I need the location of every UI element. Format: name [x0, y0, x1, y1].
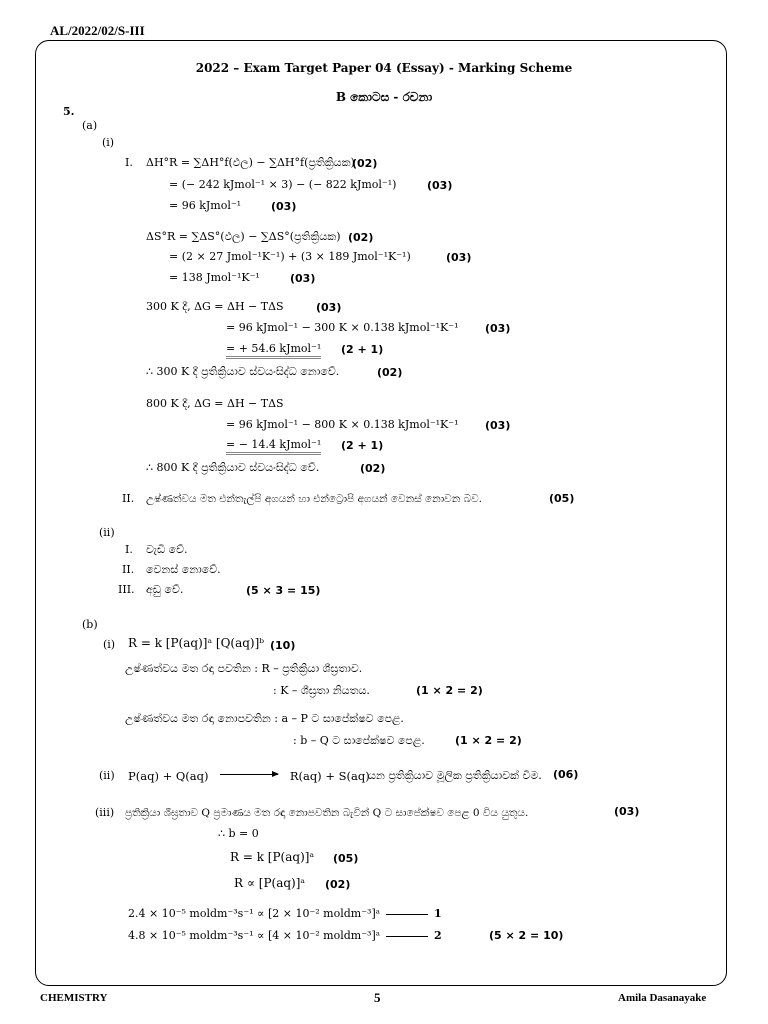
independent-line-1: උෂ්ණත්වය මත රඳා නොපවතින : a – P ට සාපේක්ෂව පෙළ. — [125, 712, 404, 725]
mark: (1 × 2 = 2) — [455, 734, 522, 747]
ii-II-text: වෙනස් නොවේ. — [146, 563, 221, 576]
ds-line-2: = (2 × 27 Jmol⁻¹K⁻¹) + (3 × 189 Jmol⁻¹K⁻¹) — [169, 250, 411, 263]
mark: (03) — [485, 322, 511, 335]
dh-line-3: = 96 kJmol⁻¹ — [169, 199, 242, 212]
part-b-ii-label: (ii) — [99, 769, 115, 782]
mark: (1 × 2 = 2) — [416, 684, 483, 697]
mark: (5 × 2 = 10) — [489, 929, 564, 942]
mark: (2 + 1) — [341, 439, 384, 452]
question-number: 5. — [63, 105, 75, 118]
divider — [386, 936, 428, 937]
mark: (03) — [485, 419, 511, 432]
part-b-iii-label: (iii) — [95, 806, 115, 819]
ii-III-text: අඩු වේ. — [146, 583, 184, 596]
equation-1-number: 1 — [433, 907, 442, 920]
g300-result — [226, 342, 321, 356]
mark: (06) — [553, 768, 579, 781]
ii-II-label: II. — [122, 563, 135, 576]
equation-2-number: 2 — [433, 929, 442, 942]
g300-conclusion: ∴ 300 K දී ප්‍රතික්‍රියාව ස්වයංසිද්ධ නොවේ. — [146, 365, 340, 378]
equation-1 — [128, 907, 442, 921]
mark: (03) — [427, 179, 453, 192]
part-a-i-label: (i) — [102, 136, 115, 149]
dh-line-2: = (− 242 kJmol⁻¹ × 3) − (− 822 kJmol⁻¹) — [169, 178, 397, 191]
rate-law: R = k [P(aq)]ᵃ [Q(aq)]ᵇ — [128, 636, 265, 650]
paper-code: AL/2022/02/S-III — [50, 23, 145, 38]
footer-subject: CHEMISTRY — [40, 992, 108, 1004]
ii-I-label: I. — [125, 543, 133, 556]
part-a-label: (a) — [82, 119, 98, 132]
equation-1-text: 2.4 × 10⁻⁵ moldm⁻³s⁻¹ ∝ [2 × 10⁻² moldm⁻³]ᵃ — [128, 907, 380, 920]
mark: (02) — [360, 462, 386, 475]
rate-expression-2: R ∝ [P(aq)]ᵃ — [234, 876, 306, 890]
g800-line-1: 800 K දී, ΔG = ΔH − TΔS — [146, 397, 284, 410]
mark: (03) — [271, 200, 297, 213]
b-equals-zero: ∴ b = 0 — [218, 827, 259, 840]
mark: (03) — [614, 805, 640, 818]
iii-text: ප්‍රතික්‍රියා ශීඝ්‍රතාව Q ප්‍රමාණය මත රඳා නොපවතින බැවින් Q ට සාපේක්ෂව පෙළ 0 විය යුතුය. — [125, 807, 529, 819]
footer-author: Amila Dasanayake — [618, 992, 707, 1004]
mark: (03) — [290, 272, 316, 285]
reaction-rhs: R(aq) + S(aq) — [289, 769, 370, 783]
reaction-arrow-icon — [220, 774, 278, 775]
mark: (02) — [325, 878, 351, 891]
part-a-ii-label: (ii) — [99, 526, 115, 539]
mark: (5 × 3 = 15) — [246, 584, 321, 597]
mark: (03) — [316, 301, 342, 314]
reaction-lhs: P(aq) + Q(aq) — [128, 769, 209, 783]
reaction-text: යන ප්‍රතික්‍රියාව මූලික ප්‍රතික්‍රියාවක් වීම. — [368, 769, 542, 782]
item-II-text: උෂ්ණත්වය මත එන්තැල්පි අගයන් හා එන්ට්‍රොපි අගයන් වෙනස් නොවන බව. — [146, 493, 482, 505]
g300-result-value: = + 54.6 kJmol⁻¹ — [226, 342, 321, 359]
page-title: 2022 – Exam Target Paper 04 (Essay) - Marking Scheme — [195, 61, 573, 75]
g800-line-2: = 96 kJmol⁻¹ − 800 K × 0.138 kJmol⁻¹K⁻¹ — [226, 418, 459, 431]
equation-2-text: 4.8 × 10⁻⁵ moldm⁻³s⁻¹ ∝ [4 × 10⁻² moldm⁻³]ᵃ — [128, 929, 380, 942]
item-I-label: I. — [125, 156, 133, 169]
page-number: 5 — [374, 990, 381, 1005]
g300-line-1: 300 K දී, ΔG = ΔH − TΔS — [146, 300, 284, 313]
part-b-i-label: (i) — [103, 638, 116, 651]
ds-line-3: = 138 Jmol⁻¹K⁻¹ — [169, 271, 260, 284]
g800-result — [226, 438, 321, 452]
mark: (05) — [333, 852, 359, 865]
ii-III-label: III. — [118, 583, 135, 596]
dh-line-1: ΔH°R = ∑ΔH°f(ඵල) − ∑ΔH°f(ප්‍රතික්‍රියක) — [146, 156, 355, 169]
ii-I-text: වැඩි වේ. — [146, 543, 188, 556]
dependent-line-1: උෂ්ණත්වය මත රඳා පවතින : R – ප්‍රතික්‍රියා ශීඝ්‍රතාව. — [125, 662, 363, 675]
mark: (02) — [352, 157, 378, 170]
part-b-label: (b) — [82, 618, 98, 631]
rate-expression-1: R = k [P(aq)]ᵃ — [230, 850, 315, 864]
mark: (2 + 1) — [341, 343, 384, 356]
independent-line-2: : b – Q ට සාපේක්ෂව පෙළ. — [293, 734, 425, 747]
item-II-label: II. — [122, 492, 135, 505]
g800-result-value: = − 14.4 kJmol⁻¹ — [226, 438, 321, 455]
mark: (05) — [549, 492, 575, 505]
reaction-equation — [128, 769, 370, 783]
mark: (02) — [377, 366, 403, 379]
section-subtitle: B කොටස - රචනා — [335, 90, 433, 104]
dependent-line-2: : K – ශීඝ්‍රතා නියතය. — [273, 684, 370, 697]
g800-conclusion: ∴ 800 K දී ප්‍රතික්‍රියාව ස්වයංසිද්ධ වේ. — [146, 461, 320, 474]
mark: (10) — [270, 639, 296, 652]
g300-line-2: = 96 kJmol⁻¹ − 300 K × 0.138 kJmol⁻¹K⁻¹ — [226, 321, 459, 334]
mark: (02) — [348, 231, 374, 244]
equation-2 — [128, 929, 442, 943]
divider — [386, 914, 428, 915]
ds-line-1: ΔS°R = ∑ΔS°(ඵල) − ∑ΔS°(ප්‍රතික්‍රියක) — [146, 230, 341, 243]
mark: (03) — [446, 251, 472, 264]
